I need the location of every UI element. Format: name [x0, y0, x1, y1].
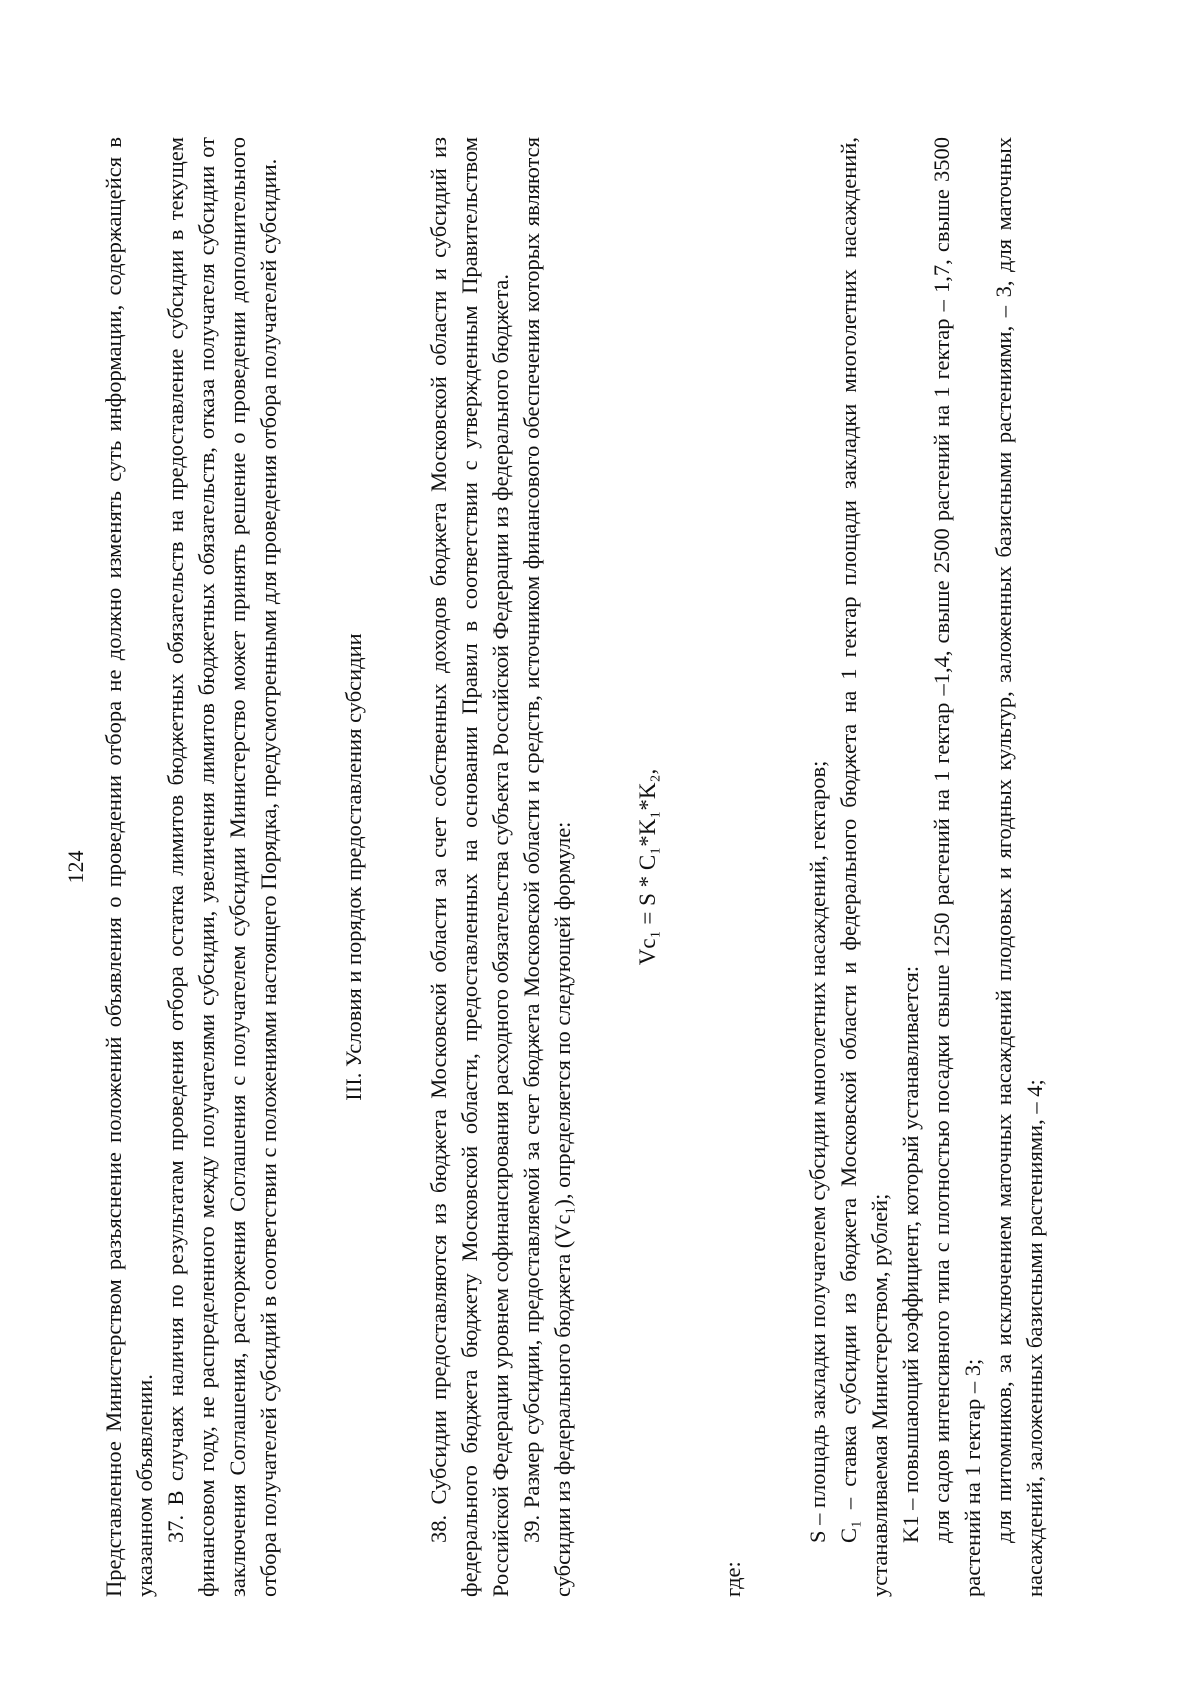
definition-k1: K1 – повышающий коэффициент, который устанавливается: [898, 965, 923, 1543]
paragraph-38: 38. Субсидии предоставляются из бюджета Московской области за счет собственных доходов бюджета Московской области и субсидий из федерального бюджета бюджету Московской области, предоставленных на основании Правил в соответствии с утвержденным Правительством Российской Федерации уровнем софинансирования расходного обязательства субъекта Российской Федерации из федерального бюджета. [426, 137, 513, 1597]
definition-c1: C₁ – ставка субсидии из бюджета Московской области и федерального бюджета на 1 гектар площади закладки многолетних насаждений, устанавливаемая Министерством, рублей; [836, 137, 892, 1597]
page-number: 124 [63, 850, 88, 884]
where-label: где: [720, 1561, 745, 1597]
subsidy-formula: Vc₁ = S * C₁*K₁*K₂, [635, 768, 660, 966]
definition-k1-orchards: для садов интенсивного типа с плотностью посадки свыше 1250 растений на 1 гектар –1,4, свыше 2500 растений на 1 гектар – 1,7, свыше 3500 растений на 1 гектар – 3; [929, 137, 985, 1597]
paragraph-39: 39. Размер субсидии, предоставляемой за счет бюджета Московской области и средств, источником финансового обеспечения которых являются субсидии из федерального бюджета (Vc₁), определяется по следующей формуле: [519, 137, 575, 1597]
definition-k1-nurseries: для питомников, за исключением маточных насаждений плодовых и ягодных культур, заложенных базисными растениями, – 3, для маточных насаждений, заложенных базисными растениями, – 4; [991, 137, 1047, 1597]
section-heading: III. Условия и порядок предоставления субсидии [341, 633, 366, 1101]
paragraph-37: 37. В случаях наличия по результатам проведения отбора остатка лимитов бюджетных обязательств на предоставление субсидии в текущем финансовом году, не распределенного между получателями субсидии, увеличения лимитов бюджетных обязательств, отказа получателя субсидии от заключения Соглашения, расторжения Соглашения с получателем субсидии Министерство может принять решение о проведении дополнительного отбора получателей субсидий в соответствии с положениями настоящего Порядка, предусмотренными для проведения отбора получателей субсидии. [163, 137, 281, 1597]
intro-paragraph: Представленное Министерством разъяснение положений объявления о проведении отбора не должно изменять суть информации, содержащейся в указанном объявлении. [101, 137, 157, 1597]
document-page [63, 137, 1050, 1597]
definition-s: S – площадь закладки получателем субсидии многолетних насаждений, гектаров; [805, 760, 830, 1543]
